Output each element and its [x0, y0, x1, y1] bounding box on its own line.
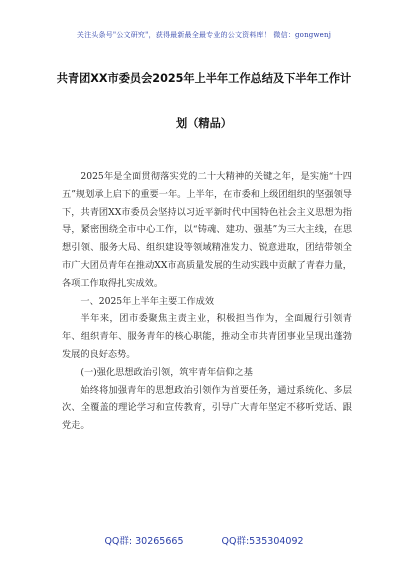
document-title-line-1: 共青团XX市委员会2025年上半年工作总结及下半年工作计	[56, 72, 352, 85]
section-heading: 一、2025年上半年主要工作成效	[80, 295, 215, 307]
subsection-paragraph: 始终将加强青年的思想政治引领作为首要任务，通过系统化、多层次、全覆盖的理论学习和宣传教育，引导广大青年坚定不移听党话、跟党走。	[62, 384, 352, 432]
footer-qq-group-1: QQ群: 30265665	[104, 536, 184, 547]
footer-contacts	[0, 533, 408, 547]
document-body	[62, 168, 352, 435]
document-title-line-2: 划（精品）	[176, 117, 232, 130]
header-banner: 关注头条号"公文研究"，获得最新最全最专业的公文资料库！ 微信：gongwenj	[76, 31, 332, 39]
footer-qq-group-2: QQ群:535304092	[221, 536, 304, 547]
intro-paragraph: 2025年是全面贯彻落实党的二十大精神的关键之年，是实施“十四五”规划承上启下的重要一年。上半年，在市委和上级团组织的坚强领导下，共青团XX市委员会坚持以习近平新时代中国特色社会主义思想为指导，紧密围绕全市中心工作，以“铸魂、建功、强基”为三大主线，在思想引领、服务大局、组织建设等领域精准发力、锐意进取，团结带领全市广大团员青年在推动XX市高质量发展的生动实践中贡献了青春力量，各项工作取得扎实成效。	[62, 171, 352, 289]
section-paragraph: 半年来，团市委聚焦主责主业，积极担当作为，全面履行引领青年、组织青年、服务青年的核心职能，推动全市共青团事业呈现出蓬勃发展的良好态势。	[62, 313, 352, 360]
subsection-heading: (一)强化思想政治引领，筑牢青年信仰之基	[80, 366, 253, 378]
